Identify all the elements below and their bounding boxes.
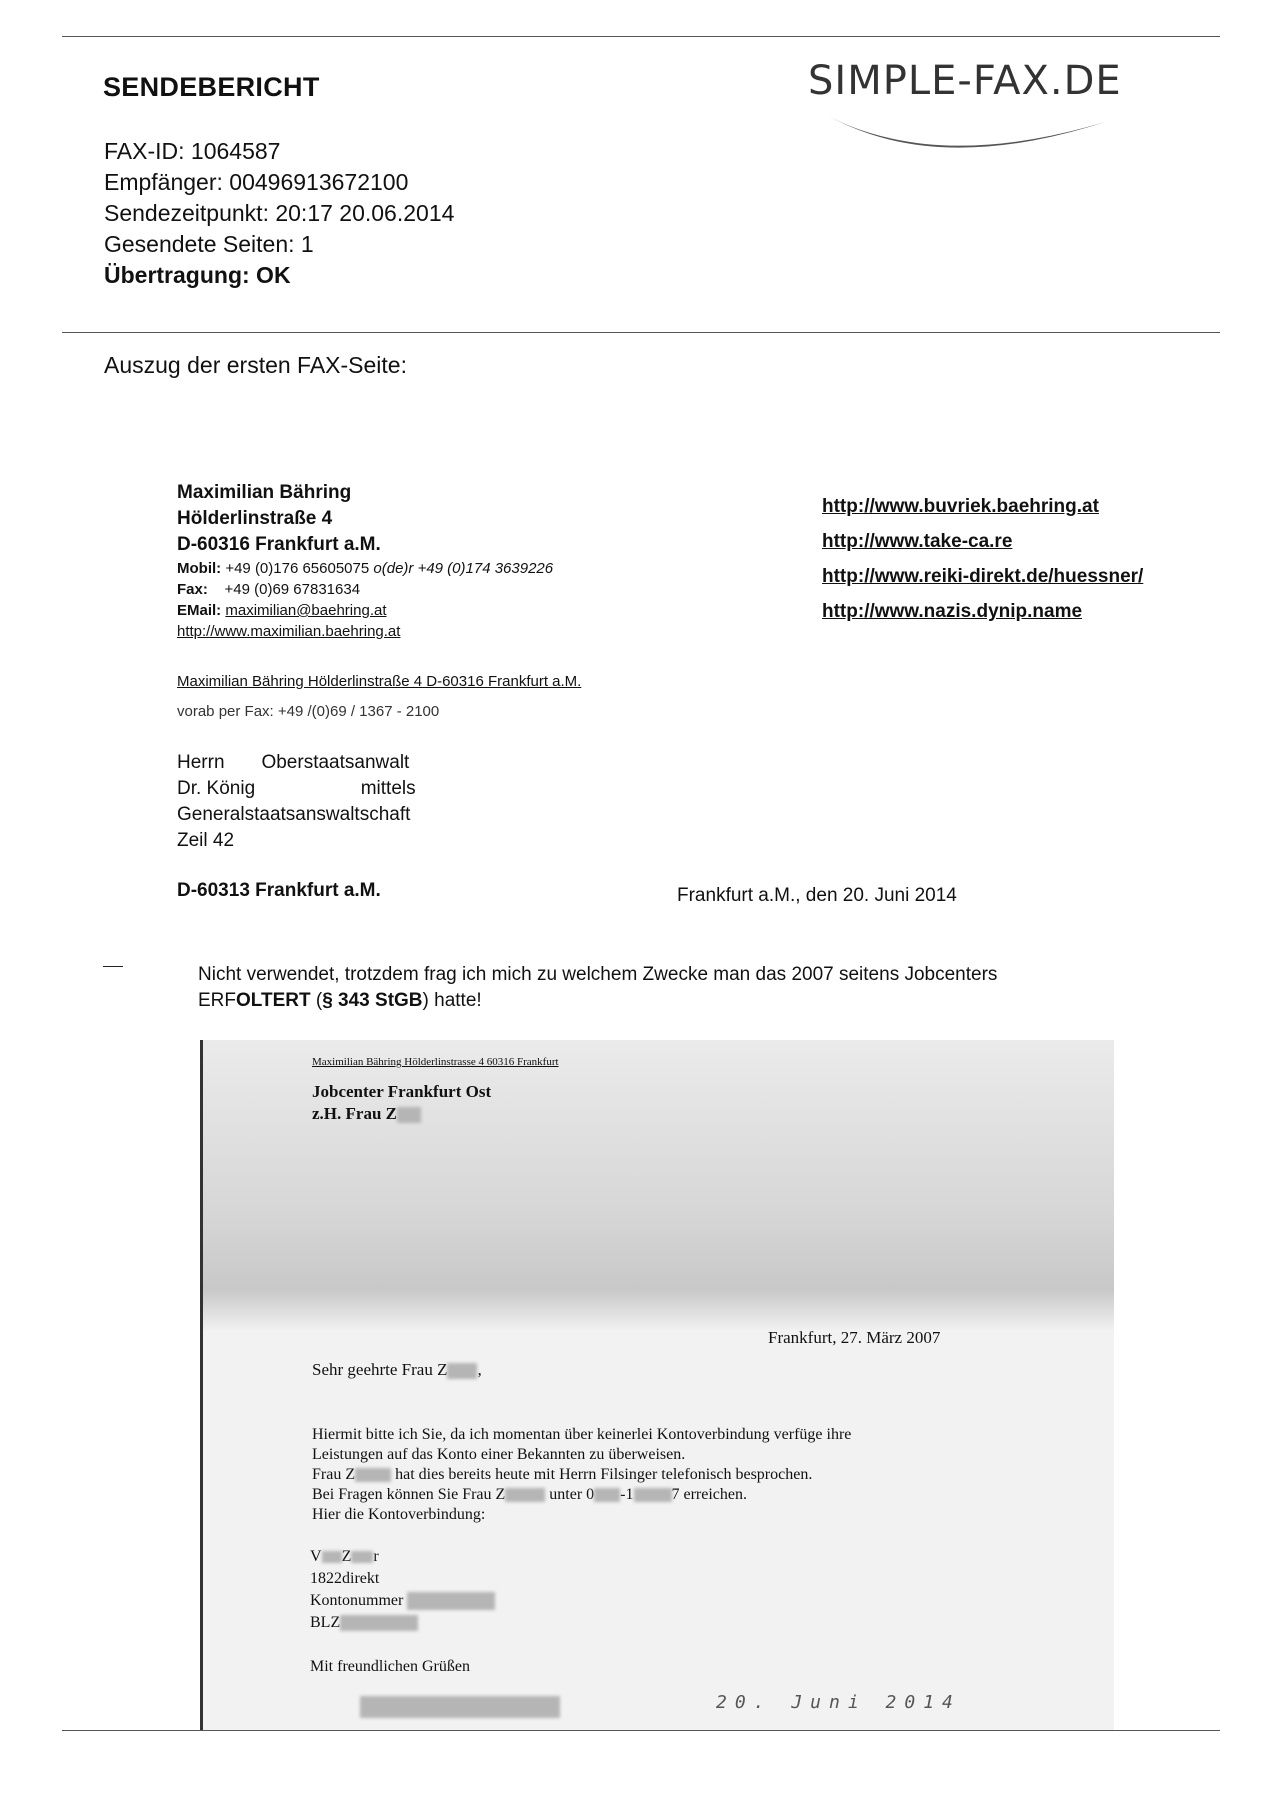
fax-recipient: Empfänger: 00496913672100 — [104, 169, 409, 195]
bottom-rule — [62, 1730, 1220, 1731]
bullet-dash — [103, 966, 123, 967]
recipient-line: Herrn Oberstaatsanwalt — [177, 752, 410, 773]
recipient-block — [177, 750, 416, 854]
scan-return-line: Maximilian Bähring Hölderlinstrasse 4 60316 Frankfurt — [312, 1056, 559, 1068]
excerpt-label: Auszug der ersten FAX-Seite: — [104, 352, 407, 378]
link-list — [822, 489, 1143, 629]
link-item[interactable]: http://www.nazis.dynip.name — [822, 601, 1083, 622]
scan-addressee-attn: z.H. Frau Z — [312, 1104, 421, 1124]
pages-sent: Gesendete Seiten: 1 — [104, 231, 314, 257]
link-item[interactable]: http://www.take-ca.re — [822, 531, 1013, 552]
scan-body-line: Hiermit bitte ich Sie, da ich momentan über keinerlei Kontoverbindung verfüge ihre — [312, 1426, 852, 1443]
handwritten-date: 20. Juni 2014 — [716, 1692, 961, 1713]
scan-body-line: Frau Z hat dies bereits heute mit Herrn Filsinger telefonisch besprochen. — [312, 1466, 813, 1483]
simple-fax-logo — [805, 52, 1205, 160]
scan-account-name: V Z r — [310, 1548, 379, 1565]
middle-rule — [62, 332, 1220, 333]
sender-street: Hölderlinstraße 4 — [177, 508, 333, 529]
transmission-status: Übertragung: OK — [104, 262, 291, 288]
send-time: Sendezeitpunkt: 20:17 20.06.2014 — [104, 200, 455, 226]
recipient-line: Dr. König mittels — [177, 778, 416, 799]
sender-name: Maximilian Bähring — [177, 482, 352, 503]
sender-block — [177, 480, 553, 642]
sender-mobile: Mobil: +49 (0)176 65605075 o(de)r +49 (0)174 3639226 — [177, 560, 554, 577]
fax-ahead-line: vorab per Fax: +49 /(0)69 / 1367 - 2100 — [177, 703, 440, 720]
letter-date: Frankfurt a.M., den 20. Juni 2014 — [677, 885, 957, 906]
sender-website-link[interactable]: http://www.maximilian.baehring.at — [177, 623, 401, 640]
fax-report-details — [104, 136, 454, 291]
recipient-city: D-60313 Frankfurt a.M. — [177, 880, 381, 901]
link-item[interactable]: http://www.buvriek.baehring.at — [822, 496, 1099, 517]
report-title: SENDEBERICHT — [103, 72, 320, 102]
scan-body-line: Leistungen auf das Konto einer Bekannten zu überweisen. — [312, 1446, 686, 1463]
scan-body-line: Hier die Kontoverbindung: — [312, 1506, 486, 1523]
link-item[interactable]: http://www.reiki-direkt.de/huessner/ — [822, 566, 1144, 587]
recipient-line: Zeil 42 — [177, 830, 235, 851]
scanned-letter-image — [200, 1040, 1114, 1730]
scan-salutation: Sehr geehrte Frau Z , — [312, 1360, 482, 1379]
sender-fax: Fax: +49 (0)69 67831634 — [177, 581, 361, 598]
scan-bank: 1822direkt — [310, 1570, 380, 1587]
scan-body-line: Bei Fragen können Sie Frau Z unter 0 -1 7 erreichen. — [312, 1486, 748, 1503]
email-link[interactable]: maximilian@baehring.at — [225, 602, 387, 619]
note-paragraph: Nicht verwendet, trotzdem frag ich mich zu welchem Zwecke man das 2007 seitens Jobcenters ERFOLTERT (§ 343 StGB) hatte! — [198, 964, 998, 1011]
logo-text: SIMPLE-FAX.DE — [808, 58, 1122, 104]
scan-addressee: Jobcenter Frankfurt Ost — [312, 1082, 492, 1101]
scan-closing: Mit freundlichen Grüßen — [310, 1658, 470, 1675]
return-address: Maximilian Bähring Hölderlinstraße 4 D-60316 Frankfurt a.M. — [177, 673, 582, 690]
scan-blz: BLZ — [310, 1614, 418, 1632]
recipient-line: Generalstaatsanswaltschaft — [177, 804, 411, 825]
top-rule — [62, 36, 1220, 37]
scan-signature-blur — [360, 1696, 560, 1718]
fax-id: FAX-ID: 1064587 — [104, 138, 281, 164]
scan-account-number: Kontonummer — [310, 1592, 495, 1610]
sender-email: EMail: maximilian@baehring.at — [177, 602, 387, 619]
sender-city: D-60316 Frankfurt a.M. — [177, 534, 381, 555]
scan-date: Frankfurt, 27. März 2007 — [768, 1328, 941, 1347]
